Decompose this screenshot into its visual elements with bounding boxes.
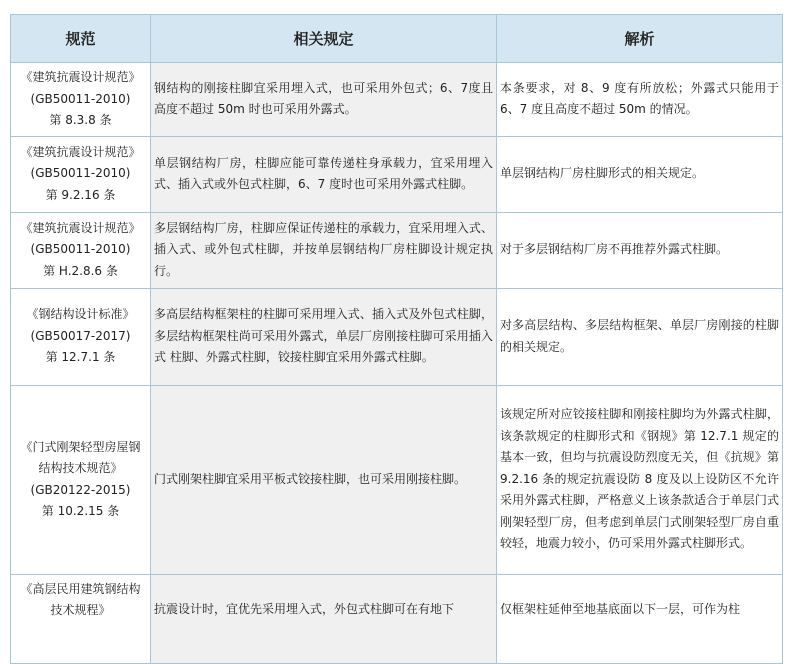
header-code: 规范 <box>11 15 151 63</box>
rule-cell: 多高层结构框架柱的柱脚可采用埋入式、插入式及外包式柱脚，多层结构框架柱尚可采用外露式，单层厂房刚接柱脚可采用插入式 柱脚、外露式柱脚，铰接柱脚宜采用外露式柱脚。 <box>151 288 497 385</box>
code-clause: 第 H.2.8.6 条 <box>43 263 118 278</box>
rule-cell: 单层钢结构厂房，柱脚应能可靠传递柱身承载力，宜采用埋入式、插入式或外包式柱脚，6、7 度时也可采用外露式柱脚。 <box>151 136 497 212</box>
rule-cell: 钢结构的刚接柱脚宜采用埋入式，也可采用外包式；6、7度且高度不超过 50m 时也可采用外露式。 <box>151 63 497 137</box>
analysis-cell: 对于多层钢结构厂房不再推荐外露式柱脚。 <box>497 212 783 288</box>
code-cell <box>11 136 151 212</box>
code-name-cont: 技术规程》 <box>50 603 111 617</box>
analysis-cell: 单层钢结构厂房柱脚形式的相关规定。 <box>497 136 783 212</box>
regulation-table <box>10 14 783 664</box>
code-clause: 第 9.2.16 条 <box>45 187 116 202</box>
code-name: 《建筑抗震设计规范》 <box>20 220 141 235</box>
code-number: (GB50011-2010) <box>30 166 131 181</box>
code-name-cont: 结构技术规范》 <box>38 461 123 475</box>
table-row <box>11 288 783 385</box>
code-number: (GB50011-2010) <box>30 242 131 257</box>
code-cell <box>11 385 151 574</box>
rule-cell: 抗震设计时，宜优先采用埋入式，外包式柱脚可在有地下 <box>151 574 497 663</box>
rule-cell: 多层钢结构厂房，柱脚应保证传递柱的承载力，宜采用埋入式、插入式、或外包式柱脚，并按单层钢结构厂房柱脚设计规定执行。 <box>151 212 497 288</box>
header-rule: 相关规定 <box>151 15 497 63</box>
table-header-row <box>11 15 783 63</box>
code-name: 《高层民用建筑钢结构 <box>20 581 141 596</box>
table-row <box>11 136 783 212</box>
code-number: (GB20122-2015) <box>30 482 131 497</box>
code-cell <box>11 288 151 385</box>
table-row <box>11 385 783 574</box>
analysis-cell: 对多高层结构、多层结构框架、单层厂房刚接的柱脚的相关规定。 <box>497 288 783 385</box>
code-clause: 第 10.2.15 条 <box>41 504 120 518</box>
analysis-cell: 本条要求，对 8、9 度有所放松；外露式只能用于 6、7 度且高度不超过 50m 的情况。 <box>497 63 783 137</box>
code-name: 《钢结构设计标准》 <box>26 307 135 322</box>
code-name: 《门式刚架轻型房屋钢 <box>20 439 141 454</box>
code-cell <box>11 63 151 137</box>
code-number: (GB50017-2017) <box>30 328 131 343</box>
code-clause: 第 8.3.8 条 <box>49 113 112 127</box>
code-name: 《建筑抗震设计规范》 <box>20 70 141 84</box>
code-name: 《建筑抗震设计规范》 <box>20 144 141 159</box>
code-cell <box>11 212 151 288</box>
analysis-cell: 该规定所对应铰接柱脚和刚接柱脚均为外露式柱脚，该条款规定的柱脚形式和《钢规》第 12.7.1 规定的基本一致，但均与抗震设防烈度无关，但《抗规》第 9.2.16 条的规定抗震设防 8 度及以上设防区不允许采用外露式柱脚，严格意义上该条款适合于单层门式刚架轻型厂房，但考虑到单层门式刚架轻型厂房自重较轻，地震力较小，仍可采用外露式柱脚形式。 <box>497 385 783 574</box>
regulation-table-container <box>10 14 782 664</box>
rule-cell: 门式刚架柱脚宜采用平板式铰接柱脚，也可采用刚接柱脚。 <box>151 385 497 574</box>
table-row <box>11 212 783 288</box>
code-number: (GB50011-2010) <box>30 91 131 106</box>
code-cell <box>11 574 151 663</box>
header-analysis: 解析 <box>497 15 783 63</box>
table-row <box>11 63 783 137</box>
table-row <box>11 574 783 663</box>
code-clause: 第 12.7.1 条 <box>45 350 116 365</box>
analysis-cell: 仅框架柱延伸至地基底面以下一层，可作为柱 <box>497 574 783 663</box>
